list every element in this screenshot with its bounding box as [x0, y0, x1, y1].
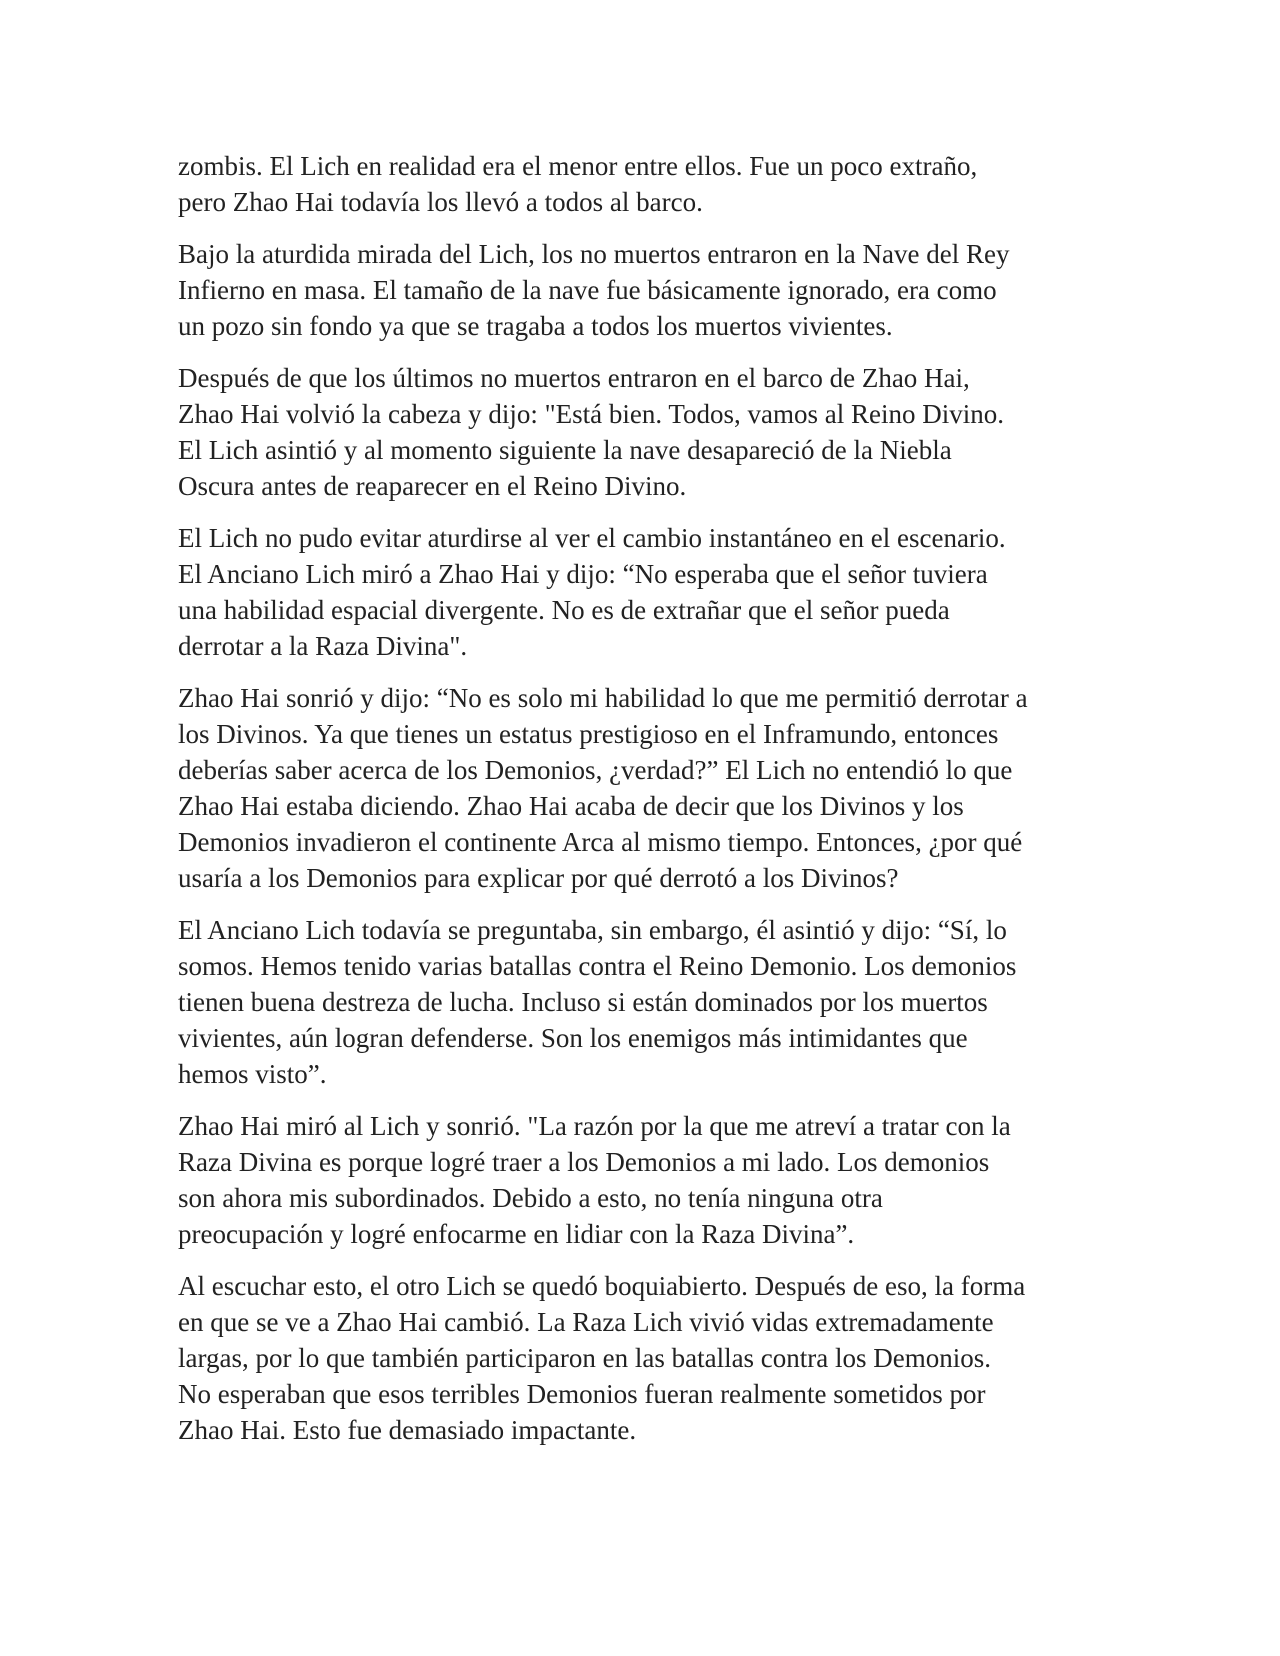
paragraph-1: zombis. El Lich en realidad era el menor entre ellos. Fue un poco extraño, pero Zhao Hai todavía los llevó a todos al barco. — [178, 151, 978, 217]
paragraph-8: Al escuchar esto, el otro Lich se quedó boquiabierto. Después de eso, la forma en que se ve a Zhao Hai cambió. La Raza Lich vivió vidas extremadamente largas, por lo que también participaron en las batallas contra los Demonios. No esperaban que esos terribles Demonios fueran realmente sometidos por Zhao Hai. Esto fue demasiado impactante. — [178, 1271, 1026, 1445]
paragraph-4: El Lich no pudo evitar aturdirse al ver el cambio instantáneo en el escenario. El Anciano Lich miró a Zhao Hai y dijo: “No esperaba que el señor tuviera una habilidad espacial divergente. No es de extrañar que el señor pueda derrotar a la Raza Divina". — [178, 523, 1006, 661]
paragraph-2: Bajo la aturdida mirada del Lich, los no muertos entraron en la Nave del Rey Infierno en masa. El tamaño de la nave fue básicamente ignorado, era como un pozo sin fondo ya que se tragaba a todos los muertos vivientes. — [178, 239, 1010, 341]
paragraph-7: Zhao Hai miró al Lich y sonrió. "La razón por la que me atreví a tratar con la Raza Divina es porque logré traer a los Demonios a mi lado. Los demonios son ahora mis subordinados. Debido a esto, no tenía ninguna otra preocupación y logré enfocarme en lidiar con la Raza Divina”. — [178, 1111, 1011, 1249]
body-text — [178, 148, 1118, 1464]
paragraph-6: El Anciano Lich todavía se preguntaba, sin embargo, él asintió y dijo: “Sí, lo somos. Hemos tenido varias batallas contra el Reino Demonio. Los demonios tienen buena destreza de lucha. Incluso si están dominados por los muertos vivientes, aún logran defenderse. Son los enemigos más intimidantes que hemos visto”. — [178, 915, 1017, 1089]
paragraph-5: Zhao Hai sonrió y dijo: “No es solo mi habilidad lo que me permitió derrotar a los Divinos. Ya que tienes un estatus prestigioso en el Inframundo, entonces deberías saber acerca de los Demonios, ¿verdad?” El Lich no entendió lo que Zhao Hai estaba diciendo. Zhao Hai acaba de decir que los Divinos y los Demonios invadieron el continente Arca al mismo tiempo. Entonces, ¿por qué usaría a los Demonios para explicar por qué derrotó a los Divinos? — [178, 683, 1028, 893]
paragraph-3: Después de que los últimos no muertos entraron en el barco de Zhao Hai, Zhao Hai volvió la cabeza y dijo: "Está bien. Todos, vamos al Reino Divino. El Lich asintió y al momento siguiente la nave desapareció de la Niebla Oscura antes de reaparecer en el Reino Divino. — [178, 363, 1004, 501]
